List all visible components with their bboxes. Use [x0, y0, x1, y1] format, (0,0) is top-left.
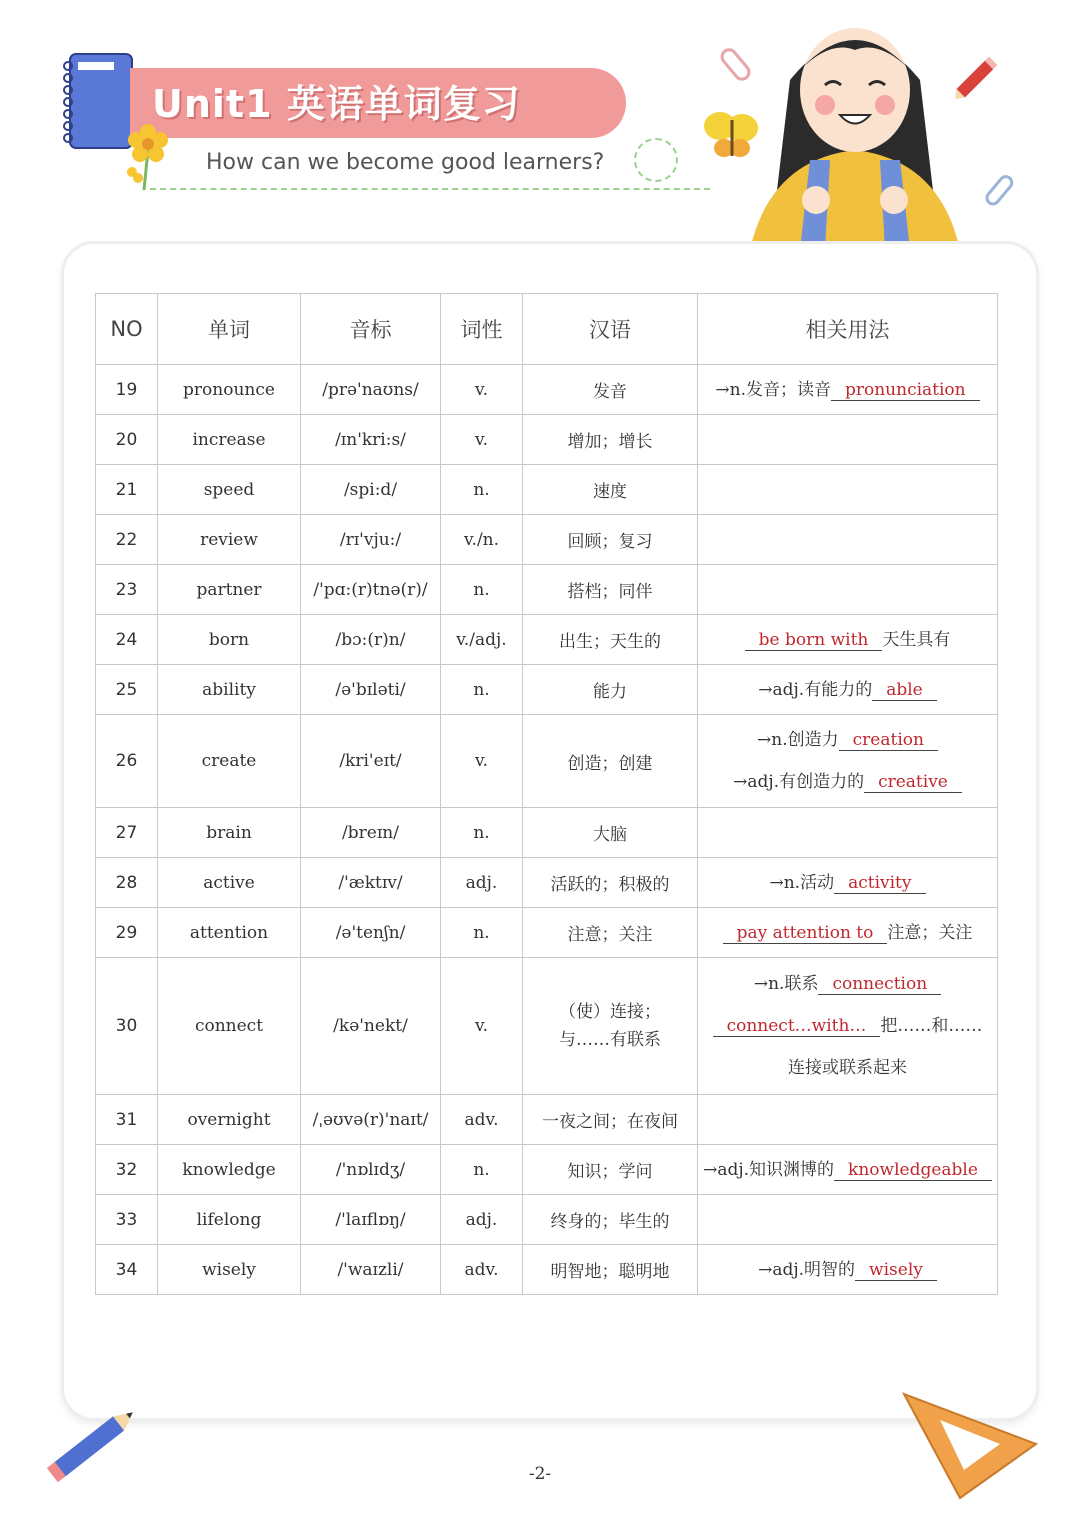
word-cell: knowledge	[158, 1145, 301, 1195]
table-row	[96, 1095, 998, 1145]
phonetic-cell: /'æktɪv/	[301, 858, 441, 908]
usage-line	[698, 963, 997, 1005]
no-cell: 20	[96, 415, 158, 465]
no-cell: 33	[96, 1195, 158, 1245]
chinese-meaning-cell: 创造；创建	[523, 715, 698, 808]
chinese-meaning-cell: 能力	[523, 665, 698, 715]
word-cell: overnight	[158, 1095, 301, 1145]
usage-line	[698, 719, 997, 761]
chinese-meaning-cell: 注意；关注	[523, 908, 698, 958]
no-cell: 34	[96, 1245, 158, 1295]
usage-answer: be born with	[745, 630, 883, 651]
column-header: 汉语	[523, 294, 698, 365]
phonetic-cell: /rɪ'vju:/	[301, 515, 441, 565]
usage-cell	[698, 415, 998, 465]
part-of-speech-cell: n.	[441, 465, 523, 515]
word-cell: lifelong	[158, 1195, 301, 1245]
part-of-speech-cell: v.	[441, 365, 523, 415]
page-subtitle: How can we become good learners?	[206, 150, 605, 175]
table-row	[96, 808, 998, 858]
chinese-meaning-cell: 大脑	[523, 808, 698, 858]
phonetic-cell: /ɪn'kri:s/	[301, 415, 441, 465]
column-header: NO	[96, 294, 158, 365]
usage-answer: creation	[839, 730, 938, 751]
no-cell: 25	[96, 665, 158, 715]
usage-answer: activity	[834, 873, 925, 894]
table-row	[96, 465, 998, 515]
usage-answer: knowledgeable	[834, 1160, 992, 1181]
chinese-meaning-cell: 搭档；同伴	[523, 565, 698, 615]
usage-line	[698, 375, 997, 405]
usage-line	[698, 868, 997, 898]
usage-cell	[698, 858, 998, 908]
word-cell: pronounce	[158, 365, 301, 415]
usage-prefix: →adj.明智的	[758, 1259, 856, 1280]
table-row	[96, 365, 998, 415]
no-cell: 24	[96, 615, 158, 665]
column-header: 相关用法	[698, 294, 998, 365]
phonetic-cell: /spi:d/	[301, 465, 441, 515]
page-title: Unit1 英语单词复习	[152, 82, 521, 126]
no-cell: 26	[96, 715, 158, 808]
usage-line	[698, 625, 997, 655]
table-row	[96, 1245, 998, 1295]
phonetic-cell: /'waɪzli/	[301, 1245, 441, 1295]
phonetic-cell: /'nɒlɪdʒ/	[301, 1145, 441, 1195]
usage-answer: connect…with…	[713, 1016, 881, 1037]
usage-suffix: 注意；关注	[887, 922, 973, 943]
usage-cell	[698, 665, 998, 715]
word-cell: wisely	[158, 1245, 301, 1295]
phonetic-cell: /ə'bɪləti/	[301, 665, 441, 715]
no-cell: 32	[96, 1145, 158, 1195]
girl-illustration	[730, 10, 980, 250]
usage-prefix: →n.创造力	[757, 730, 839, 750]
usage-cell	[698, 1095, 998, 1145]
usage-line	[698, 1047, 997, 1089]
usage-prefix: →adj.知识渊博的	[703, 1159, 835, 1180]
no-cell: 30	[96, 958, 158, 1095]
usage-line	[698, 761, 997, 803]
usage-cell	[698, 908, 998, 958]
phonetic-cell: /breɪn/	[301, 808, 441, 858]
usage-answer: connection	[818, 974, 941, 995]
usage-answer: pronunciation	[831, 380, 980, 401]
usage-cell	[698, 515, 998, 565]
usage-line	[698, 675, 997, 705]
table-header-row	[96, 294, 998, 365]
part-of-speech-cell: adj.	[441, 1195, 523, 1245]
chinese-meaning-cell: 出生；天生的	[523, 615, 698, 665]
table-row	[96, 665, 998, 715]
usage-answer: pay attention to	[723, 923, 888, 944]
page-number: -2-	[528, 1464, 552, 1484]
usage-prefix: →n.联系	[753, 974, 819, 994]
usage-line	[698, 1005, 997, 1047]
no-cell: 29	[96, 908, 158, 958]
usage-cell	[698, 465, 998, 515]
table-row	[96, 858, 998, 908]
table-row	[96, 715, 998, 808]
chinese-meaning-cell: 终身的；毕生的	[523, 1195, 698, 1245]
column-header: 词性	[441, 294, 523, 365]
chinese-meaning-cell: 一夜之间；在夜间	[523, 1095, 698, 1145]
decorative-circle	[634, 138, 678, 182]
part-of-speech-cell: adv.	[441, 1095, 523, 1145]
usage-answer: wisely	[855, 1260, 937, 1281]
word-cell: speed	[158, 465, 301, 515]
part-of-speech-cell: n.	[441, 808, 523, 858]
dashed-divider	[150, 188, 710, 190]
word-cell: brain	[158, 808, 301, 858]
paperclip-icon	[982, 174, 1020, 212]
part-of-speech-cell: n.	[441, 1145, 523, 1195]
chinese-meaning-cell: 活跃的；积极的	[523, 858, 698, 908]
ruler-icon	[900, 1390, 1040, 1502]
table-row	[96, 1195, 998, 1245]
usage-cell	[698, 808, 998, 858]
no-cell: 28	[96, 858, 158, 908]
no-cell: 21	[96, 465, 158, 515]
part-of-speech-cell: adj.	[441, 858, 523, 908]
part-of-speech-cell: n.	[441, 908, 523, 958]
phonetic-cell: /bɔ:(r)n/	[301, 615, 441, 665]
no-cell: 19	[96, 365, 158, 415]
usage-suffix: 把……和……	[880, 1016, 983, 1036]
no-cell: 23	[96, 565, 158, 615]
column-header: 音标	[301, 294, 441, 365]
usage-prefix: →adj.有能力的	[758, 679, 873, 700]
word-cell: review	[158, 515, 301, 565]
word-cell: attention	[158, 908, 301, 958]
usage-cell	[698, 715, 998, 808]
usage-answer: able	[872, 680, 937, 701]
part-of-speech-cell: adv.	[441, 1245, 523, 1295]
table-row	[96, 958, 998, 1095]
chinese-meaning-cell: 明智地；聪明地	[523, 1245, 698, 1295]
table-row	[96, 1145, 998, 1195]
chinese-meaning-cell: 回顾；复习	[523, 515, 698, 565]
usage-answer: creative	[864, 772, 962, 793]
chinese-meaning-cell: 增加；增长	[523, 415, 698, 465]
phonetic-cell: /ə'tenʃn/	[301, 908, 441, 958]
phonetic-cell: /ˌəʊvə(r)'naɪt/	[301, 1095, 441, 1145]
word-cell: connect	[158, 958, 301, 1095]
usage-cell	[698, 1195, 998, 1245]
part-of-speech-cell: n.	[441, 565, 523, 615]
no-cell: 31	[96, 1095, 158, 1145]
part-of-speech-cell: v.	[441, 958, 523, 1095]
usage-cell	[698, 1245, 998, 1295]
word-cell: increase	[158, 415, 301, 465]
word-cell: active	[158, 858, 301, 908]
usage-cell	[698, 565, 998, 615]
usage-prefix: →adj.有创造力的	[733, 772, 865, 792]
phonetic-cell: /prə'naʊns/	[301, 365, 441, 415]
no-cell: 27	[96, 808, 158, 858]
chinese-meaning-cell: 发音	[523, 365, 698, 415]
pencil-icon	[36, 1400, 146, 1490]
part-of-speech-cell: v.	[441, 715, 523, 808]
table-row	[96, 515, 998, 565]
part-of-speech-cell: v.	[441, 415, 523, 465]
flower-icon	[124, 120, 172, 192]
word-cell: partner	[158, 565, 301, 615]
chinese-meaning-cell: （使）连接；与……有联系	[523, 958, 698, 1095]
part-of-speech-cell: v./n.	[441, 515, 523, 565]
usage-cell	[698, 615, 998, 665]
chinese-meaning-cell: 速度	[523, 465, 698, 515]
table-row	[96, 565, 998, 615]
usage-cell	[698, 1145, 998, 1195]
phonetic-cell: /'laɪflɒŋ/	[301, 1195, 441, 1245]
usage-prefix: →n.活动	[769, 872, 835, 893]
column-header: 单词	[158, 294, 301, 365]
usage-line	[698, 1155, 997, 1185]
phonetic-cell: /kə'nekt/	[301, 958, 441, 1095]
vocabulary-table	[95, 293, 998, 1295]
no-cell: 22	[96, 515, 158, 565]
part-of-speech-cell: v./adj.	[441, 615, 523, 665]
phonetic-cell: /kri'eɪt/	[301, 715, 441, 808]
usage-prefix: 连接或联系起来	[788, 1058, 907, 1078]
table-row	[96, 908, 998, 958]
table-row	[96, 615, 998, 665]
usage-cell	[698, 365, 998, 415]
word-cell: born	[158, 615, 301, 665]
chinese-meaning-cell: 知识；学问	[523, 1145, 698, 1195]
word-cell: create	[158, 715, 301, 808]
word-cell: ability	[158, 665, 301, 715]
part-of-speech-cell: n.	[441, 665, 523, 715]
usage-line	[698, 1255, 997, 1285]
usage-cell	[698, 958, 998, 1095]
phonetic-cell: /'pɑ:(r)tnə(r)/	[301, 565, 441, 615]
usage-prefix: →n.发音；读音	[715, 379, 831, 400]
usage-suffix: 天生具有	[882, 629, 951, 650]
usage-line	[698, 918, 997, 948]
table-row	[96, 415, 998, 465]
